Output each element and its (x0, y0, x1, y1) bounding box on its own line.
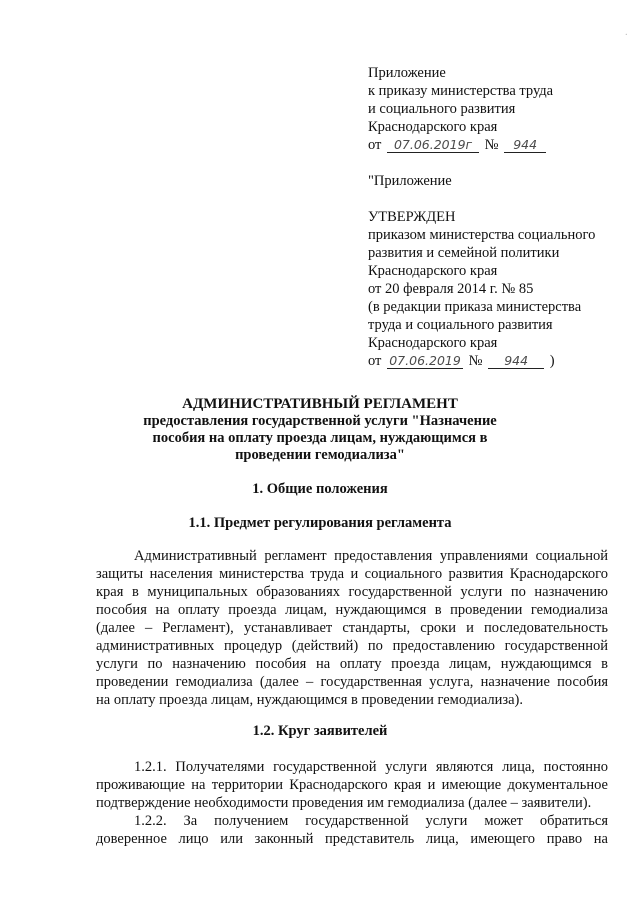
paragraph-line: пособия на оплату проезда лицам, нуждающимся в проведении гемодиализа (96, 602, 608, 618)
approved-line: Краснодарского края (368, 263, 498, 279)
section-1-1-heading: 1.1. Предмет регулирования регламента (188, 515, 452, 531)
approved-line: (в редакции приказа министерства (368, 299, 582, 315)
paragraph-line: края в муниципальных образованиях государственной услуги по назначению (96, 584, 608, 600)
order-no-handwritten: 944 (504, 138, 546, 153)
approved-line: развития и семейной политики (368, 245, 560, 261)
document-title (100, 396, 540, 464)
paragraph-line: услуги по назначению пособия на оплату проезда лицам, нуждающимся в (96, 656, 608, 672)
section-1-2-heading: 1.2. Круг заявителей (252, 723, 388, 739)
appendix-line: и социального развития (368, 101, 516, 117)
paragraph-line: доверенное лицо или законный представитель лица, имеющего право на (96, 831, 608, 847)
order-no-label: № (484, 137, 499, 153)
order-ref-prefix: от (368, 137, 382, 153)
paragraph-line: административных процедур (действий) по предоставлению государственной (96, 638, 608, 654)
paragraph-line: проживающие на территории Краснодарского края и имеющие документальное (96, 777, 608, 793)
edition-date-handwritten: 07.06.2019 (387, 354, 463, 369)
title-line: предоставления государственной услуги "Назначение (143, 413, 497, 429)
title-main: АДМИНИСТРАТИВНЫЙ РЕГЛАМЕНТ (182, 396, 458, 412)
approved-line: труда и социального развития (368, 317, 553, 333)
paragraph-line: 1.2.2. За получением государственной услуги может обратиться (134, 813, 608, 829)
section-1-2-1-paragraph (96, 758, 608, 812)
edition-no-handwritten: 944 (488, 354, 544, 369)
approved-line: приказом министерства социального (368, 227, 596, 243)
title-line: пособия на оплату проезда лицам, нуждающимся в (152, 430, 488, 446)
paragraph-line: на оплату проезда лицам, нуждающимся в проведении гемодиализа). (96, 692, 523, 708)
approved-label: УТВЕРЖДЕН (368, 209, 456, 225)
appendix-line: Краснодарского края (368, 119, 498, 135)
scan-mark: · (624, 30, 628, 41)
appendix-quote: "Приложение (368, 173, 452, 189)
paragraph-line: защиты населения министерства труда и социального развития Краснодарского (96, 566, 608, 582)
approved-line: Краснодарского края (368, 335, 498, 351)
order-ref-line (368, 136, 628, 154)
paragraph-line: (далее – Регламент), устанавливает стандарты, сроки и последовательность (96, 620, 608, 636)
title-line: проведении гемодиализа" (235, 447, 405, 463)
appendix-line: Приложение (368, 65, 446, 81)
section-1-1-paragraph (96, 547, 608, 709)
paragraph-line: подтверждение необходимости проведения им гемодиализа (далее – заявители). (96, 795, 592, 811)
edition-ref-line (368, 352, 628, 370)
paragraph-line: 1.2.1. Получателями государственной услуги являются лица, постоянно (134, 759, 608, 775)
section-1-2-2-paragraph (96, 812, 608, 848)
order-date-handwritten: 07.06.2019г (387, 138, 479, 153)
approved-line: от 20 февраля 2014 г. № 85 (368, 281, 534, 297)
edition-no-label: № (468, 353, 483, 369)
edition-prefix: от (368, 353, 382, 369)
approval-block (368, 64, 628, 370)
edition-close: ) (549, 353, 555, 369)
paragraph-line: проведении гемодиализа (далее – государственная услуга, назначение пособия (96, 674, 608, 690)
appendix-line: к приказу министерства труда (368, 83, 554, 99)
section-1-heading: 1. Общие положения (252, 481, 388, 497)
paragraph-line: Административный регламент предоставления управлениями социальной (134, 548, 608, 564)
